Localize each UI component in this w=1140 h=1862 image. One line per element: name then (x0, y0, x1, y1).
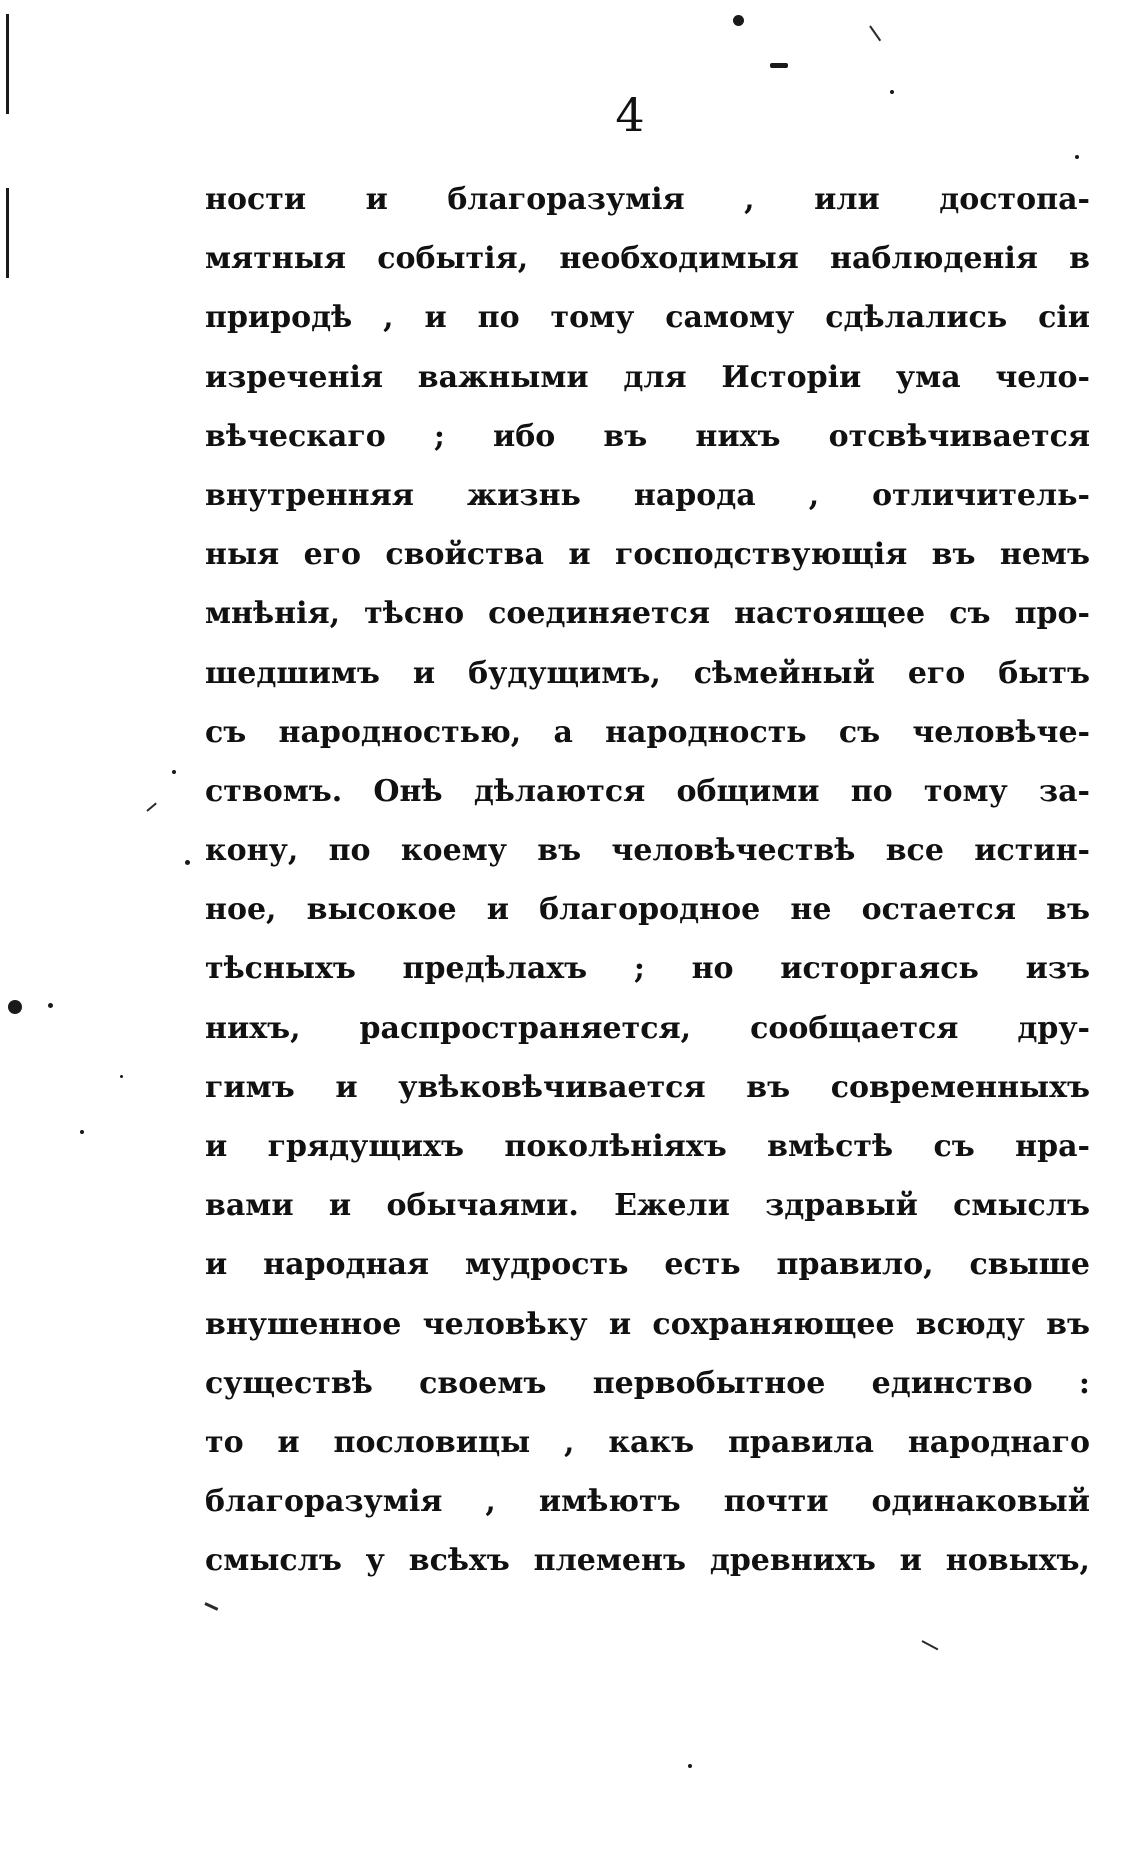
ink-speck (120, 1075, 123, 1078)
page-number: 4 (615, 88, 645, 142)
text-line: внушенное человѣку и сохраняющее всюду въ (205, 1306, 1090, 1342)
ink-speck (890, 90, 894, 94)
text-line: мятныя событія, необходимыя наблюденія в (205, 241, 1090, 277)
text-line: то и пословицы , какъ правила народнаго (205, 1424, 1090, 1460)
text-line: ныя его свойства и господствующія въ немъ (205, 537, 1090, 573)
text-line: гимъ и увѣковѣчивается въ современныхъ (205, 1069, 1090, 1105)
ink-speck (172, 770, 176, 774)
ink-speck (80, 1130, 84, 1134)
text-line: мнѣнія, тѣсно соединяется настоящее съ про- (205, 596, 1090, 632)
text-line: смыслъ у всѣхъ племенъ древнихъ и новыхъ, (205, 1543, 1090, 1579)
text-line: природѣ , и по тому самому сдѣлались сіи (205, 300, 1090, 336)
text-line: съ народностью, а народность съ человѣче- (205, 714, 1090, 750)
text-line: тѣсныхъ предѣлахъ ; но исторгаясь изъ (205, 951, 1090, 987)
ink-speck (48, 1003, 53, 1008)
page-edge-line (6, 14, 9, 114)
text-line: кону, по коему въ человѣчествѣ все истин- (205, 833, 1090, 869)
ink-speck (185, 860, 190, 865)
text-line: существѣ своемъ первобытное единство : (205, 1365, 1090, 1401)
text-line: ствомъ. Онѣ дѣлаются общими по тому за- (205, 773, 1090, 809)
stray-mark (146, 803, 156, 812)
stray-mark (869, 25, 881, 41)
stray-mark (922, 1640, 939, 1650)
ink-speck (688, 1764, 692, 1768)
text-line: вами и обычаями. Ежели здравый смыслъ (205, 1188, 1090, 1224)
text-line: ное, высокое и благородное не остается въ (205, 892, 1090, 928)
text-line: шедшимъ и будущимъ, сѣмейный его бытъ (205, 655, 1090, 691)
ink-speck (8, 1000, 22, 1014)
text-line: благоразумія , имѣютъ почти одинаковый (205, 1484, 1090, 1520)
body-text (205, 170, 1090, 1591)
ink-speck (770, 63, 788, 68)
text-line: и грядущихъ поколѣніяхъ вмѣстѣ съ нра- (205, 1129, 1090, 1164)
page-edge-line (6, 188, 9, 278)
text-line: нихъ, распространяется, сообщается дру- (205, 1010, 1090, 1046)
text-line: вѣческаго ; ибо въ нихъ отсвѣчивается (205, 418, 1090, 454)
stray-mark (204, 1602, 218, 1611)
text-line: изреченія важными для Исторіи ума чело- (205, 359, 1090, 395)
text-line: и народная мудрость есть правило, свыше (205, 1247, 1090, 1283)
ink-speck (1075, 155, 1079, 159)
ink-speck (733, 15, 744, 26)
text-line: ности и благоразумія , или достопа- (205, 182, 1090, 217)
text-line: внутренняя жизнь народа , отличитель- (205, 477, 1090, 513)
